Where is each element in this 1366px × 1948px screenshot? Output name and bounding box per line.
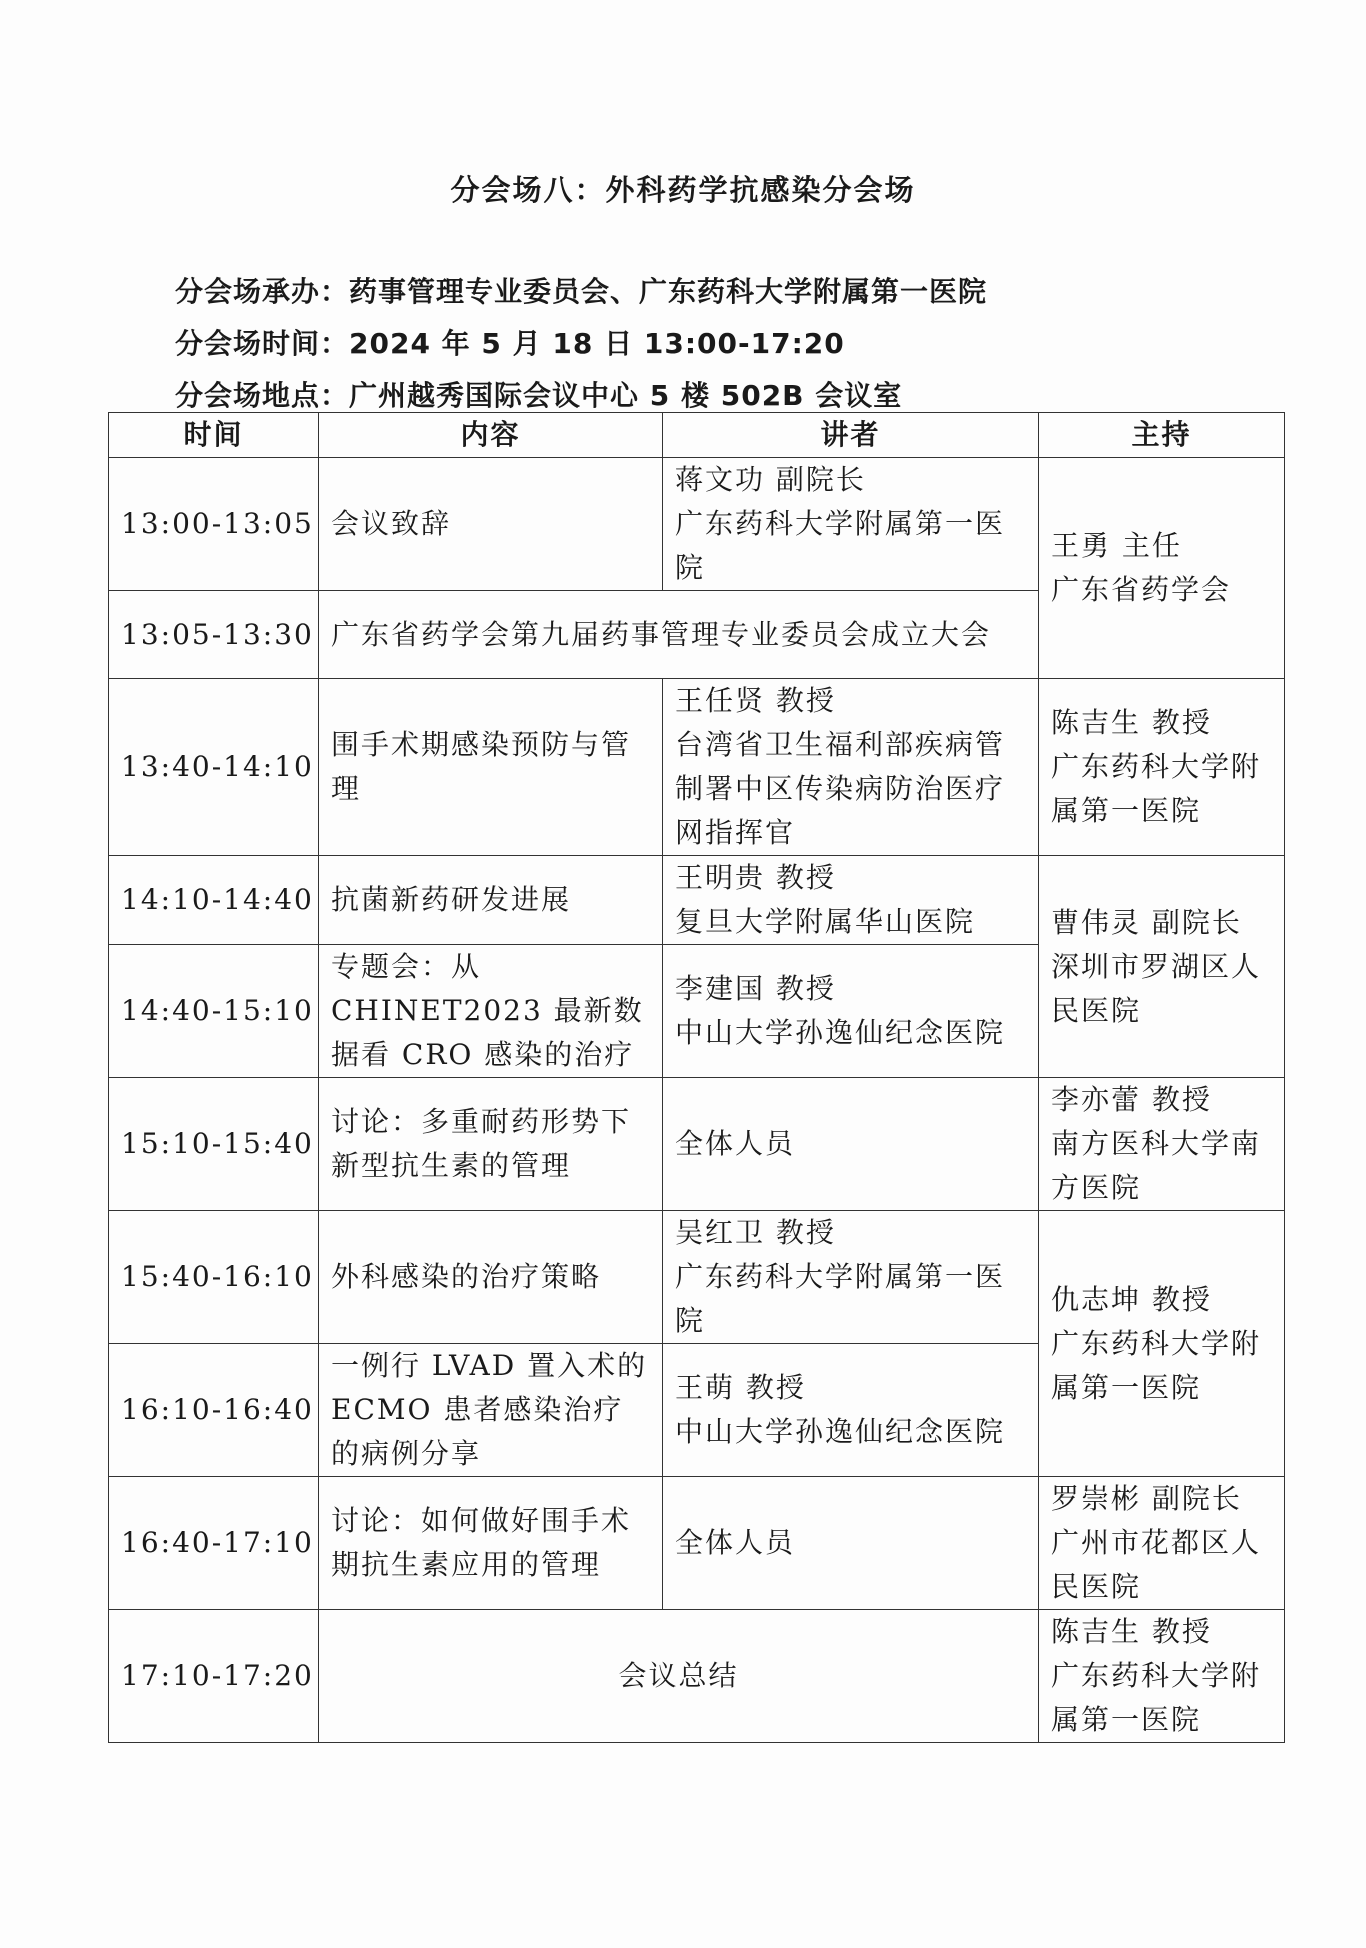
time-cell: 16:40-17:10 [109,1477,319,1610]
content-cell: 抗菌新药研发进展 [319,856,663,945]
speaker-cell: 王明贵 教授 复旦大学附属华山医院 [663,856,1039,945]
host-cell: 陈吉生 教授 广东药科大学附属第一医院 [1039,679,1285,856]
table-row [109,1477,1285,1610]
content-cell: 外科感染的治疗策略 [319,1211,663,1344]
table-row [109,1078,1285,1211]
content-cell: 讨论：如何做好围手术期抗生素应用的管理 [319,1477,663,1610]
page-title: 分会场八：外科药学抗感染分会场 [450,173,916,207]
time-cell: 13:40-14:10 [109,679,319,856]
time-cell: 13:05-13:30 [109,591,319,679]
venue-line: 分会场地点：广州越秀国际会议中心 5 楼 502B 会议室 [175,379,903,412]
header-host: 主持 [1039,413,1285,458]
host-cell: 陈吉生 教授 广东药科大学附属第一医院 [1039,1610,1285,1743]
host-cell: 仇志坤 教授 广东药科大学附属第一医院 [1039,1211,1285,1477]
host-cell: 王勇 主任 广东省药学会 [1039,458,1285,679]
speaker-cell: 王任贤 教授 台湾省卫生福利部疾病管制署中区传染病防治医疗网指挥官 [663,679,1039,856]
content-cell: 会议致辞 [319,458,663,591]
time-cell: 17:10-17:20 [109,1610,319,1743]
time-line: 分会场时间：2024 年 5 月 18 日 13:00-17:20 [175,327,845,360]
header-time: 时间 [109,413,319,458]
agenda-table [108,412,1285,1743]
host-cell: 罗崇彬 副院长 广州市花都区人民医院 [1039,1477,1285,1610]
table-row [109,679,1285,856]
time-cell: 14:10-14:40 [109,856,319,945]
speaker-cell: 李建国 教授 中山大学孙逸仙纪念医院 [663,945,1039,1078]
content-cell: 会议总结 [319,1610,1039,1743]
speaker-cell: 全体人员 [663,1078,1039,1211]
time-cell: 15:10-15:40 [109,1078,319,1211]
header-content: 内容 [319,413,663,458]
content-cell: 专题会：从 CHINET2023 最新数据看 CRO 感染的治疗 [319,945,663,1078]
speaker-cell: 吴红卫 教授 广东药科大学附属第一医院 [663,1211,1039,1344]
time-cell: 15:40-16:10 [109,1211,319,1344]
time-cell: 14:40-15:10 [109,945,319,1078]
speaker-cell: 全体人员 [663,1477,1039,1610]
host-cell: 曹伟灵 副院长 深圳市罗湖区人民医院 [1039,856,1285,1078]
speaker-cell: 王萌 教授 中山大学孙逸仙纪念医院 [663,1344,1039,1477]
content-cell: 广东省药学会第九届药事管理专业委员会成立大会 [319,591,1039,679]
time-cell: 13:00-13:05 [109,458,319,591]
speaker-cell: 蒋文功 副院长 广东药科大学附属第一医院 [663,458,1039,591]
table-row [109,1211,1285,1344]
table-row [109,856,1285,945]
header-speaker: 讲者 [663,413,1039,458]
table-row [109,1610,1285,1743]
organizer-line: 分会场承办：药事管理专业委员会、广东药科大学附属第一医院 [175,275,988,308]
table-row [109,458,1285,591]
table-header-row [109,413,1285,458]
content-cell: 讨论：多重耐药形势下新型抗生素的管理 [319,1078,663,1211]
time-cell: 16:10-16:40 [109,1344,319,1477]
host-cell: 李亦蕾 教授 南方医科大学南方医院 [1039,1078,1285,1211]
content-cell: 一例行 LVAD 置入术的 ECMO 患者感染治疗的病例分享 [319,1344,663,1477]
content-cell: 围手术期感染预防与管理 [319,679,663,856]
